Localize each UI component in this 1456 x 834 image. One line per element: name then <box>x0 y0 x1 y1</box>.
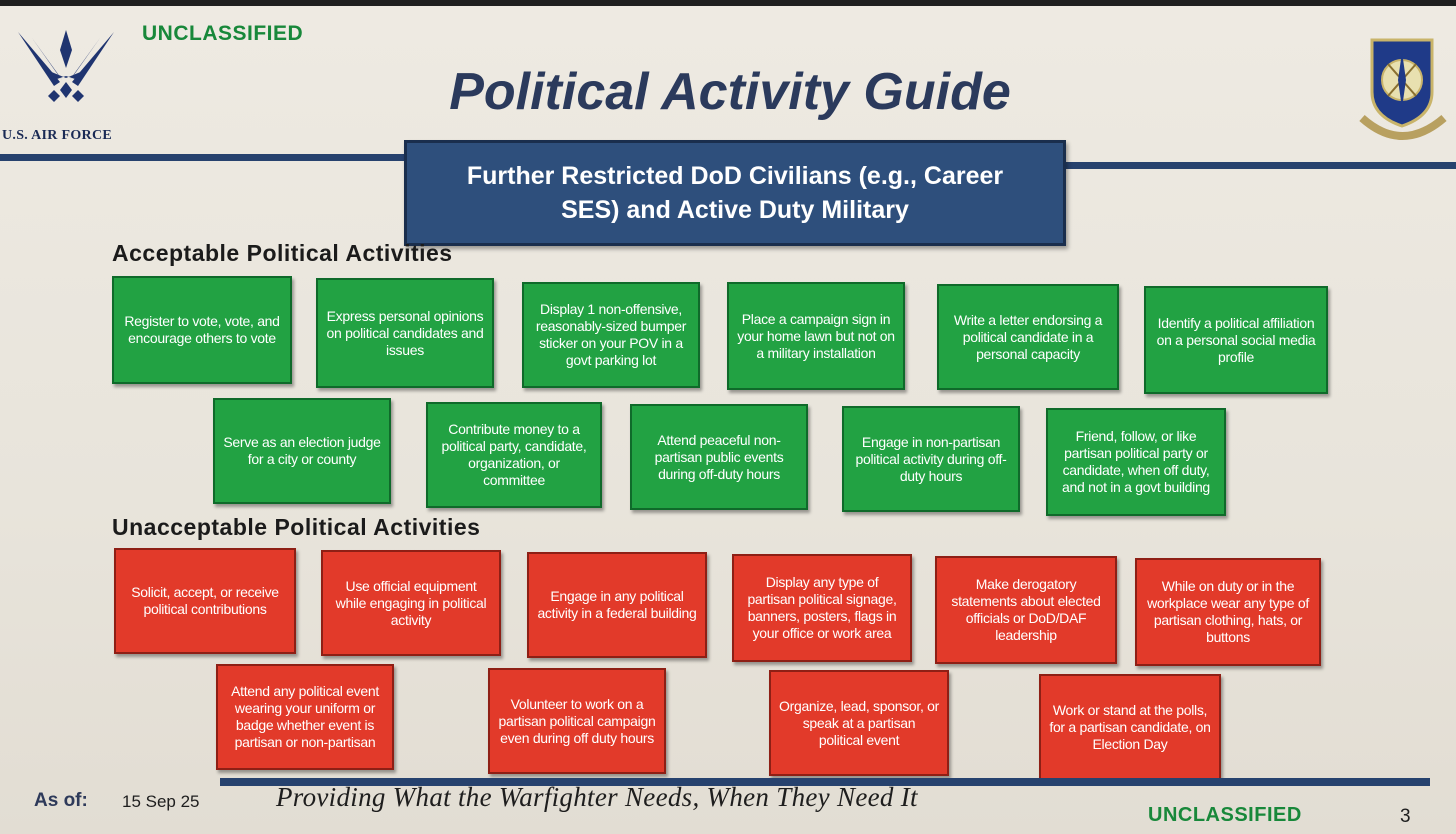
acceptable-item-nonpartisan-activity: Engage in non-partisan political activity during off-duty hours <box>842 406 1020 512</box>
unacceptable-item-uniform-at-event: Attend any political event wearing your uniform or badge whether event is partisan or non-partisan <box>216 664 394 770</box>
footer-tagline: Providing What the Warfighter Needs, When They Need It <box>276 782 918 812</box>
lcmc-seal-icon <box>1352 34 1452 152</box>
acceptable-item-endorsement-letter: Write a letter endorsing a political candidate in a personal capacity <box>937 284 1119 390</box>
acceptable-item-election-judge: Serve as an election judge for a city or county <box>213 398 391 504</box>
acceptable-item-register-vote: Register to vote, vote, and encourage others to vote <box>112 276 292 384</box>
air-force-wordmark: U.S. AIR FORCE <box>2 128 112 143</box>
unacceptable-item-official-equipment: Use official equipment while engaging in political activity <box>321 550 501 656</box>
unacceptable-item-display-signage: Display any type of partisan political signage, banners, posters, flags in your office or work area <box>732 554 912 662</box>
page-number: 3 <box>1400 806 1411 827</box>
header-rule-left <box>0 154 410 161</box>
unacceptable-item-partisan-clothing: While on duty or in the workplace wear any type of partisan clothing, hats, or buttons <box>1135 558 1321 666</box>
unacceptable-item-work-polls: Work or stand at the polls, for a partisan candidate, on Election Day <box>1039 674 1221 780</box>
acceptable-heading: Acceptable Political Activities <box>112 240 453 266</box>
unacceptable-item-derogatory-statements: Make derogatory statements about elected officials or DoD/DAF leadership <box>935 556 1117 664</box>
subtitle-banner <box>404 140 1066 246</box>
classification-bottom: UNCLASSIFIED <box>1148 804 1302 826</box>
acceptable-item-contribute-money: Contribute money to a political party, candidate, organization, or committee <box>426 402 602 508</box>
page-title: Political Activity Guide <box>449 63 1011 121</box>
unacceptable-item-federal-building: Engage in any political activity in a federal building <box>527 552 707 658</box>
air-force-wings-logo-icon <box>12 28 120 108</box>
header-rule-right <box>1064 162 1456 169</box>
acceptable-item-campaign-sign: Place a campaign sign in your home lawn but not on a military installation <box>727 282 905 390</box>
as-of-date: 15 Sep 25 <box>122 792 200 811</box>
unacceptable-heading: Unacceptable Political Activities <box>112 514 481 540</box>
unacceptable-item-organize-event: Organize, lead, sponsor, or speak at a partisan political event <box>769 670 949 776</box>
unacceptable-item-volunteer-campaign: Volunteer to work on a partisan political campaign even during off duty hours <box>488 668 666 774</box>
as-of-label: As of: <box>34 790 88 811</box>
classification-top: UNCLASSIFIED <box>142 22 304 45</box>
acceptable-item-social-follow: Friend, follow, or like partisan political party or candidate, when off duty, and not in a govt building <box>1046 408 1226 516</box>
subtitle-text: Further Restricted DoD Civilians (e.g., Career SES) and Active Duty Military <box>466 162 1004 224</box>
acceptable-item-express-opinions: Express personal opinions on political candidates and issues <box>316 278 494 388</box>
unacceptable-item-solicit-contributions: Solicit, accept, or receive political contributions <box>114 548 296 654</box>
acceptable-item-nonpartisan-events: Attend peaceful non-partisan public events during off-duty hours <box>630 404 808 510</box>
acceptable-item-social-media-affiliation: Identify a political affiliation on a personal social media profile <box>1144 286 1328 394</box>
acceptable-item-bumper-sticker: Display 1 non-offensive, reasonably-sized bumper sticker on your POV in a govt parking lot <box>522 282 700 388</box>
